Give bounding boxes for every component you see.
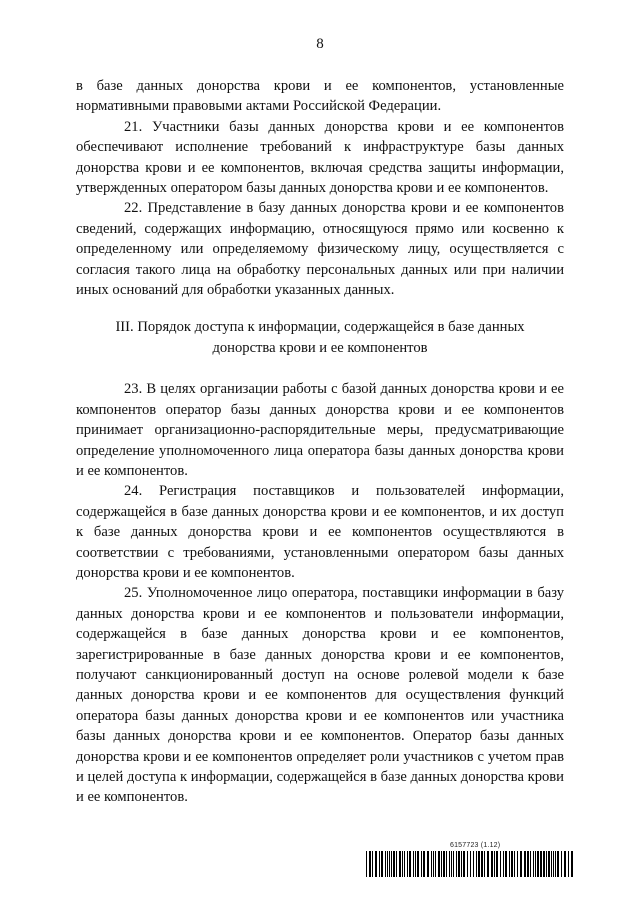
barcode-caption: 6157723 (1.12) [450, 842, 501, 849]
section-heading: III. Порядок доступа к информации, содержащейся в базе данных донорства крови и ее компонентов [115, 319, 525, 356]
barcode-block [366, 842, 576, 877]
document-body [76, 76, 564, 808]
paragraph-23: 23. В целях организации работы с базой данных донорства крови и ее компонентов оператор базы данных донорства крови и ее компонентов принимает организационно-распорядительные меры, предусматривающие определение уполномоченного лица оператора базы данных донорства крови и ее компонентов. [76, 381, 564, 479]
paragraph-25: 25. Уполномоченное лицо оператора, поставщики информации в базу данных донорства крови и ее компонентов и пользователи информации, содержащейся в базе данных донорства крови и ее компонентов, зарегистрированные в базе данных донорства крови и ее компонентов, получают санкционированный доступ на основе ролевой модели к базе данных донорства крови и ее компонентов для осуществления функций оператора базы данных донорства крови и ее компонентов или участника базы данных донорства крови и ее компонентов. Оператор базы данных донорства крови и ее компонентов определяет роли участников с учетом прав и целей доступа к информации, содержащейся в базе данных донорства крови и ее компонентов. [76, 585, 564, 806]
paragraph-24: 24. Регистрация поставщиков и пользователей информации, содержащейся в базе данных донорства крови и ее компонентов, и их доступ к базе данных донорства крови и ее компонентов осуществляются в соответствии с требованиями, установленными оператором базы данных донорства крови и ее компонентов. [76, 483, 564, 581]
paragraph-continuation: в базе данных донорства крови и ее компонентов, установленные нормативными правовыми актами Российской Федерации. [76, 78, 564, 115]
paragraph-22: 22. Представление в базу данных донорства крови и ее компонентов сведений, содержащих информацию, относящуюся прямо или косвенно к определенному или определяемому физическому лицу, осуществляется с согласия такого лица на обработку персональных данных или при наличии иных оснований для обработки указанных данных. [76, 200, 564, 299]
page-number: 8 [316, 36, 324, 52]
barcode-image [366, 851, 576, 877]
paragraph-21: 21. Участники базы данных донорства крови и ее компонентов обеспечивают исполнение требований к инфраструктуре базы данных донорства крови и ее компонентов, включая средства защиты информации, утвержденных оператором базы данных донорства крови и ее компонентов. [76, 118, 564, 197]
